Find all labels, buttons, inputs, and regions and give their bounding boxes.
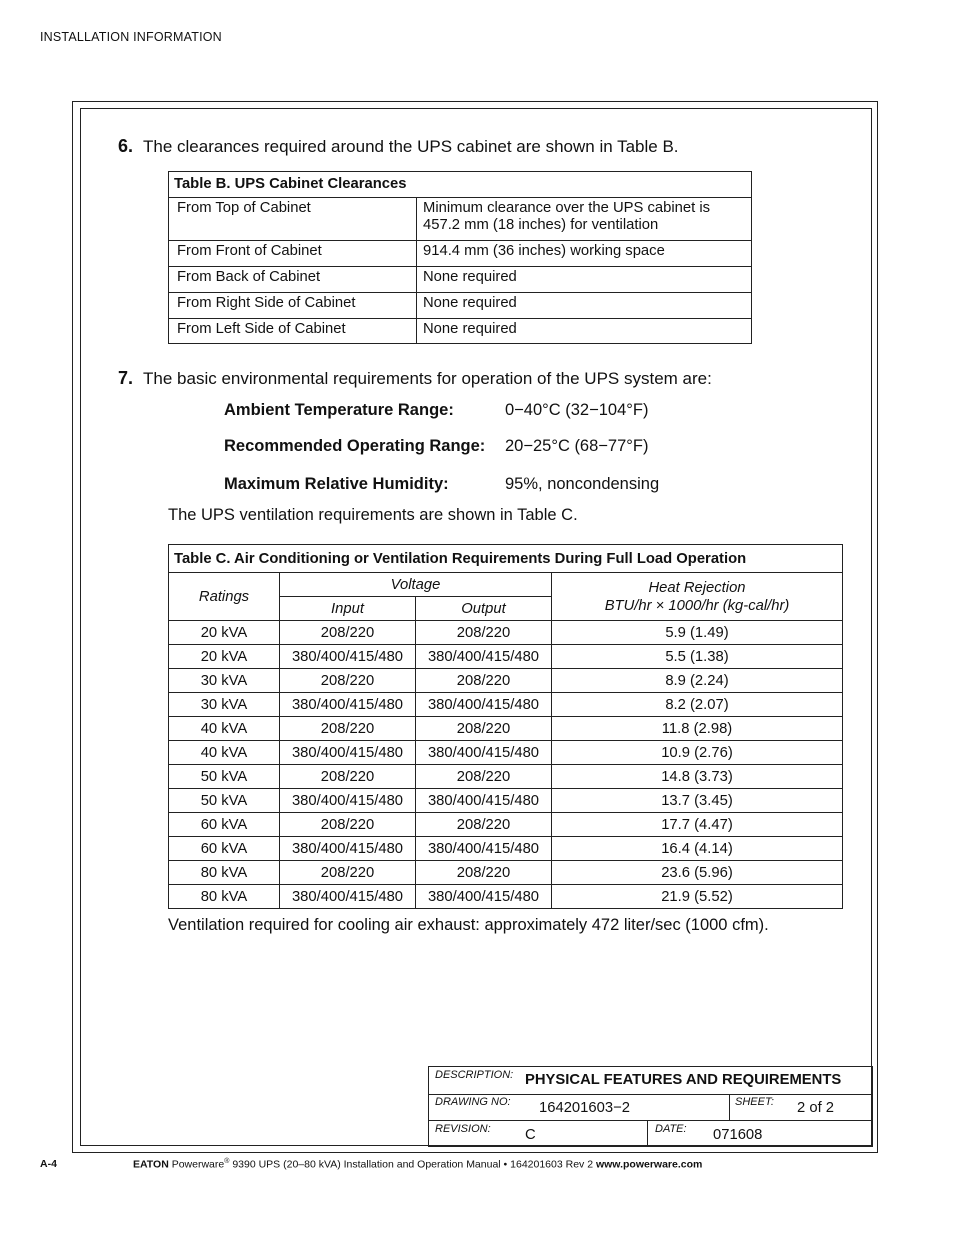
table-b-clearance: None required — [417, 319, 752, 344]
table-row — [169, 319, 752, 344]
title-block-divider — [729, 1094, 730, 1121]
cell-output: 208/220 — [416, 765, 552, 789]
table-row — [169, 813, 843, 837]
table-row — [169, 741, 843, 765]
table-c-ventilation — [168, 544, 843, 909]
table-b-caption: Table B. UPS Cabinet Clearances — [169, 172, 752, 198]
cell-input: 208/220 — [280, 621, 416, 645]
header-heat-rejection — [552, 573, 843, 621]
table-b-clearance-line: Minimum clearance over the UPS cabinet is — [423, 200, 711, 216]
cell-rating: 20 kVA — [169, 621, 280, 645]
sheet-label: SHEET: — [735, 1096, 774, 1108]
cell-heat-rejection: 14.8 (3.73) — [552, 765, 843, 789]
sheet-value: 2 of 2 — [797, 1100, 835, 1116]
cell-output: 208/220 — [416, 669, 552, 693]
table-b-clearance: 914.4 mm (36 inches) working space — [417, 241, 752, 267]
cell-output: 380/400/415/480 — [416, 741, 552, 765]
cell-input: 380/400/415/480 — [280, 837, 416, 861]
env-recommended — [224, 437, 485, 456]
section-header: INSTALLATION INFORMATION — [40, 30, 222, 44]
cell-heat-rejection: 5.5 (1.38) — [552, 645, 843, 669]
cell-heat-rejection: 11.8 (2.98) — [552, 717, 843, 741]
table-row — [169, 765, 843, 789]
cell-output: 380/400/415/480 — [416, 645, 552, 669]
title-block-divider — [429, 1120, 872, 1121]
title-block-divider — [429, 1094, 872, 1095]
footer-url: www.powerware.com — [595, 1158, 703, 1171]
table-c-caption: Table C. Air Conditioning or Ventilation Requirements During Full Load Operation — [169, 545, 843, 573]
description-value: PHYSICAL FEATURES AND REQUIREMENTS — [525, 1072, 842, 1088]
cell-rating: 30 kVA — [169, 693, 280, 717]
cell-output: 380/400/415/480 — [416, 837, 552, 861]
cell-output: 380/400/415/480 — [416, 789, 552, 813]
cell-heat-rejection: 17.7 (4.47) — [552, 813, 843, 837]
table-row — [169, 645, 843, 669]
footer-brand: EATON — [133, 1158, 169, 1171]
table-b-clearance — [417, 198, 752, 241]
cell-input: 208/220 — [280, 765, 416, 789]
table-b-location: From Right Side of Cabinet — [169, 293, 417, 319]
footer-line — [133, 1158, 702, 1171]
env-value: 20−25°C (68−77°F) — [505, 437, 649, 455]
header-input: Input — [280, 597, 416, 621]
cell-heat-rejection: 8.2 (2.07) — [552, 693, 843, 717]
footer-manual: 9390 UPS (20–80 kVA) Installation and Operation Manual • 164201603 Rev 2 — [229, 1158, 596, 1171]
table-row — [169, 693, 843, 717]
cell-rating: 40 kVA — [169, 741, 280, 765]
step-6-text: The clearances required around the UPS cabinet are shown in Table B. — [143, 137, 679, 156]
env-humidity — [224, 475, 449, 494]
table-b-location: From Left Side of Cabinet — [169, 319, 417, 344]
footer-registered: ® — [224, 1158, 230, 1165]
cell-heat-rejection: 21.9 (5.52) — [552, 885, 843, 909]
cell-output: 208/220 — [416, 621, 552, 645]
cell-rating: 60 kVA — [169, 837, 280, 861]
header-heat-line: Heat Rejection — [648, 579, 746, 596]
cell-input: 208/220 — [280, 717, 416, 741]
revision-value: C — [525, 1127, 536, 1143]
drawing-no-value: 164201603−2 — [539, 1100, 630, 1116]
cell-input: 380/400/415/480 — [280, 741, 416, 765]
revision-label: REVISION: — [435, 1123, 491, 1135]
cell-rating: 40 kVA — [169, 717, 280, 741]
cell-heat-rejection: 8.9 (2.24) — [552, 669, 843, 693]
header-voltage: Voltage — [280, 573, 552, 597]
table-row — [169, 241, 752, 267]
cell-rating: 60 kVA — [169, 813, 280, 837]
cell-rating: 30 kVA — [169, 669, 280, 693]
table-row — [169, 717, 843, 741]
cell-input: 208/220 — [280, 669, 416, 693]
cell-input: 380/400/415/480 — [280, 885, 416, 909]
exhaust-note: Ventilation required for cooling air exhaust: approximately 472 liter/sec (1000 cfm). — [168, 916, 769, 934]
step-7 — [118, 368, 712, 389]
cell-input: 380/400/415/480 — [280, 693, 416, 717]
page-number: A-4 — [40, 1158, 57, 1170]
env-value: 0−40°C (32−104°F) — [505, 401, 649, 419]
table-b-clearance: None required — [417, 267, 752, 293]
table-b-clearance: None required — [417, 293, 752, 319]
cell-heat-rejection: 13.7 (3.45) — [552, 789, 843, 813]
header-ratings: Ratings — [169, 573, 280, 621]
table-b-location: From Top of Cabinet — [169, 198, 417, 241]
cell-output: 380/400/415/480 — [416, 693, 552, 717]
env-label: Maximum Relative Humidity: — [224, 475, 449, 493]
cell-output: 208/220 — [416, 717, 552, 741]
cell-heat-rejection: 10.9 (2.76) — [552, 741, 843, 765]
cell-input: 208/220 — [280, 861, 416, 885]
table-row — [169, 885, 843, 909]
drawing-no-label: DRAWING NO: — [435, 1096, 511, 1108]
table-row — [169, 669, 843, 693]
cell-rating: 80 kVA — [169, 885, 280, 909]
cell-input: 208/220 — [280, 813, 416, 837]
cell-output: 380/400/415/480 — [416, 885, 552, 909]
env-value: 95%, noncondensing — [505, 475, 660, 493]
title-block-divider — [647, 1120, 648, 1147]
table-b-location: From Front of Cabinet — [169, 241, 417, 267]
table-row — [169, 198, 752, 241]
table-b-clearances — [168, 171, 752, 344]
cell-heat-rejection: 5.9 (1.49) — [552, 621, 843, 645]
cell-output: 208/220 — [416, 813, 552, 837]
date-label: DATE: — [655, 1123, 687, 1135]
env-label: Recommended Operating Range: — [224, 437, 486, 455]
table-row — [169, 789, 843, 813]
table-b-clearance-line: 457.2 mm (18 inches) for ventilation — [423, 217, 659, 233]
table-b-location: From Back of Cabinet — [169, 267, 417, 293]
step-7-number: 7. — [118, 368, 134, 388]
table-row — [169, 861, 843, 885]
env-label: Ambient Temperature Range: — [224, 401, 454, 419]
date-value: 071608 — [713, 1127, 763, 1143]
cell-heat-rejection: 23.6 (5.96) — [552, 861, 843, 885]
table-row — [169, 621, 843, 645]
table-row — [169, 293, 752, 319]
env-ambient — [224, 401, 454, 420]
table-row — [169, 837, 843, 861]
step-6 — [118, 136, 679, 157]
table-c-body — [169, 621, 843, 909]
cell-rating: 50 kVA — [169, 789, 280, 813]
cell-input: 380/400/415/480 — [280, 789, 416, 813]
step-7-text: The basic environmental requirements for operation of the UPS system are: — [143, 369, 712, 388]
title-block — [428, 1066, 873, 1147]
cell-rating: 80 kVA — [169, 861, 280, 885]
table-row — [169, 267, 752, 293]
cell-output: 208/220 — [416, 861, 552, 885]
header-heat-line: BTU/hr × 1000/hr (kg-cal/hr) — [604, 597, 790, 614]
footer-product: Powerware — [171, 1158, 225, 1171]
cell-heat-rejection: 16.4 (4.14) — [552, 837, 843, 861]
step-6-number: 6. — [118, 136, 134, 156]
description-label: DESCRIPTION: — [435, 1069, 514, 1081]
ventilation-intro: The UPS ventilation requirements are shown in Table C. — [168, 506, 578, 524]
cell-rating: 50 kVA — [169, 765, 280, 789]
cell-rating: 20 kVA — [169, 645, 280, 669]
header-output: Output — [416, 597, 552, 621]
cell-input: 380/400/415/480 — [280, 645, 416, 669]
